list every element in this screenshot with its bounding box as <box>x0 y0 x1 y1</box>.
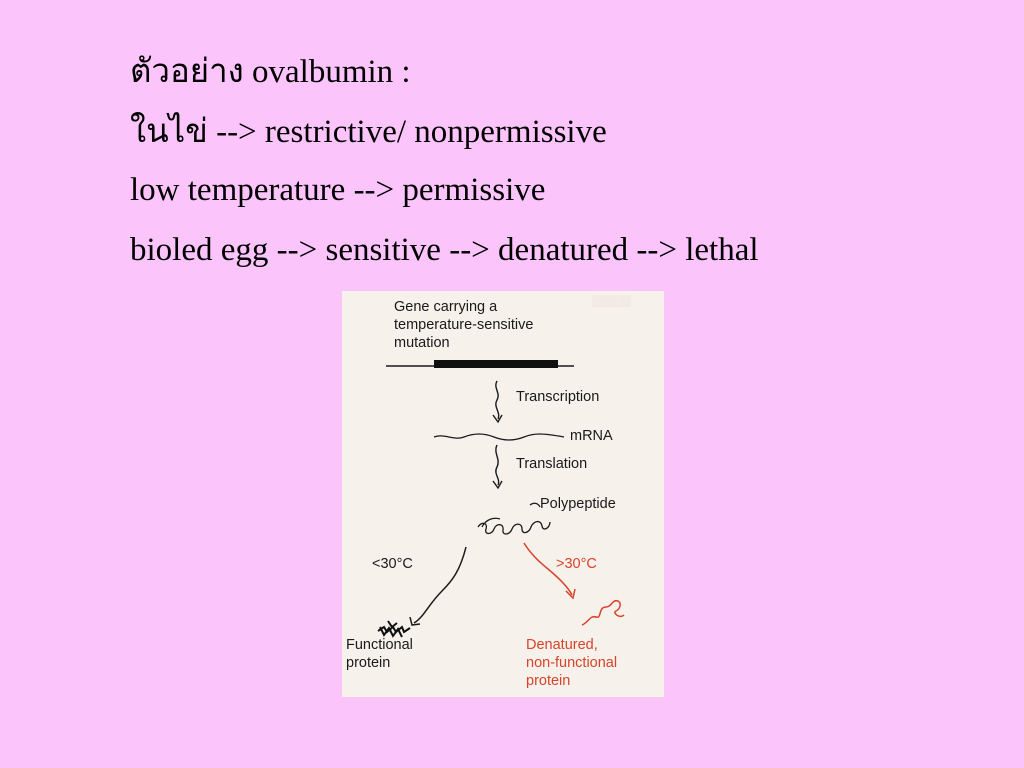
low-temperature-line: low temperature --> permissive <box>130 172 546 208</box>
denatured-protein-shape <box>582 601 624 625</box>
denatured-label-line2: non-functional <box>526 655 618 671</box>
low-temp-arrow <box>414 547 466 623</box>
translation-label: Translation <box>516 456 588 472</box>
polypeptide-label: Polypeptide <box>540 496 616 512</box>
functional-protein-shape <box>378 621 410 637</box>
bleed-through-texture: ▒▒▒▒▒ <box>592 295 631 307</box>
functional-label-line1: Functional <box>346 637 413 653</box>
transcription-arrow <box>496 381 499 419</box>
functional-label-line2: protein <box>346 655 391 671</box>
gene-label-line1: Gene carrying a <box>394 299 498 315</box>
boiled-egg-line: bioled egg --> sensitive --> denatured --> lethal <box>130 232 759 268</box>
egg-restrictive-line: ในไข่ --> restrictive/ nonpermissive <box>130 114 607 150</box>
example-heading: ตัวอย่าง ovalbumin : <box>130 54 411 90</box>
ts-mutation-figure <box>342 291 664 697</box>
mrna-label: mRNA <box>570 428 613 444</box>
transcription-label: Transcription <box>516 389 600 405</box>
mrna-wave <box>434 434 564 440</box>
denatured-label-line3: protein <box>526 673 571 689</box>
gene-label-line2: temperature-sensitive <box>394 317 534 333</box>
gene-label-line3: mutation <box>394 335 450 351</box>
translation-arrow <box>496 445 499 485</box>
low-temp-label: <30°C <box>372 556 413 572</box>
gene-segment <box>434 360 558 368</box>
high-temp-label: >30°C <box>556 556 597 572</box>
denatured-label-line1: Denatured, <box>526 637 598 653</box>
